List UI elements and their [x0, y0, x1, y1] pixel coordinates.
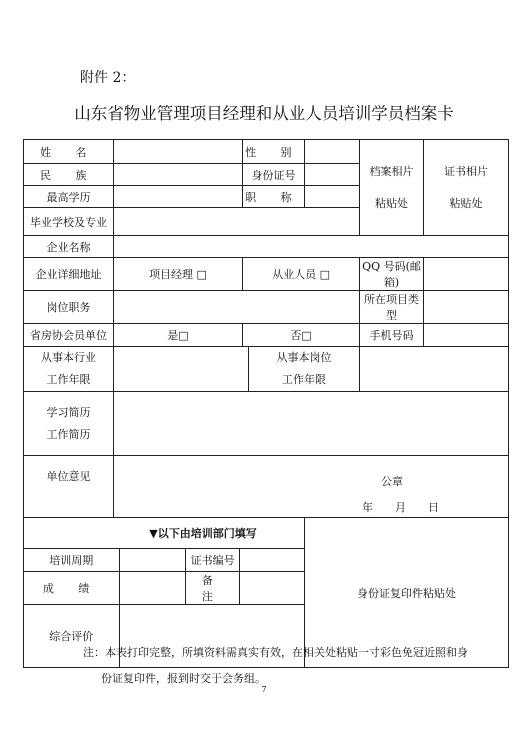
school-major-field[interactable]	[114, 208, 360, 236]
phone-label: 手机号码	[360, 324, 424, 347]
position-label: 岗位职务	[24, 291, 114, 324]
gender-field[interactable]	[305, 140, 360, 164]
project-type-label: 所在项目类型	[360, 291, 424, 324]
company-field[interactable]	[114, 236, 509, 258]
cert-no-field[interactable]	[240, 548, 305, 571]
industry-years-label: 从事本行业 工作年限	[24, 347, 114, 392]
name-label: 姓 名	[24, 140, 114, 164]
post-years-field[interactable]	[360, 347, 509, 392]
attachment-label: 附件 2：	[80, 70, 136, 86]
ethnicity-label: 民 族	[24, 164, 114, 186]
title-rank-field[interactable]	[305, 186, 360, 208]
training-period-field[interactable]	[119, 548, 186, 571]
staff-checkbox[interactable]: 从业人员 □	[243, 258, 360, 291]
company-label: 企业名称	[24, 236, 114, 258]
school-major-label: 毕业学校及专业	[24, 208, 114, 236]
post-years-label: 从事本岗位 工作年限	[249, 347, 360, 392]
qq-field[interactable]	[424, 258, 509, 291]
date-label: 年 月 日	[362, 501, 439, 514]
id-copy-area[interactable]: 身份证复印件粘贴处	[305, 518, 509, 668]
member-no-checkbox[interactable]: 否□	[243, 324, 360, 347]
cert-photo-area[interactable]: 证书相片 粘贴处	[424, 140, 509, 236]
seal-label: 公章	[381, 475, 403, 488]
gender-label: 性 别	[243, 140, 305, 164]
overall-label: 综合评价	[24, 604, 119, 667]
cert-no-label: 证书编号	[186, 548, 240, 571]
ethnicity-field[interactable]	[114, 164, 243, 186]
id-number-label: 身份证号	[243, 164, 305, 186]
member-yes-checkbox[interactable]: 是□	[114, 324, 243, 347]
id-number-field[interactable]	[305, 164, 360, 186]
education-label: 最高学历	[24, 186, 114, 208]
manager-checkbox[interactable]: 项目经理 □	[114, 258, 243, 291]
member-label: 省房协会员单位	[24, 324, 114, 347]
archive-form	[23, 139, 509, 668]
training-period-label: 培训周期	[24, 548, 119, 571]
education-field[interactable]	[114, 186, 243, 208]
name-field[interactable]	[114, 140, 243, 164]
address-label: 企业详细地址	[24, 258, 114, 291]
page-number: 7	[261, 685, 267, 694]
remark-label: 备 注	[186, 571, 240, 604]
phone-field[interactable]	[424, 324, 509, 347]
resume-label: 学习简历 工作简历	[24, 392, 114, 456]
project-type-field[interactable]	[424, 291, 509, 324]
score-field[interactable]	[119, 571, 186, 604]
title-rank-label: 职 称	[243, 186, 305, 208]
score-label: 成 绩	[24, 571, 119, 604]
position-field[interactable]	[114, 291, 360, 324]
training-dept-header: ▼以下由培训部门填写	[24, 518, 304, 548]
footnote: 注：本表打印完整，所填资料需真实有效，在相关处粘贴一寸彩色免冠近照和身 份证复印件，报到时交于会务组。	[83, 646, 468, 685]
industry-years-field[interactable]	[114, 347, 249, 392]
unit-opinion-label: 单位意见	[24, 456, 114, 518]
qq-label: QQ 号码(邮箱)	[360, 258, 424, 291]
remark-field[interactable]	[240, 571, 305, 604]
unit-opinion-field[interactable]	[114, 456, 509, 518]
resume-field[interactable]	[114, 392, 509, 456]
archive-photo-area[interactable]: 档案相片 粘贴处	[360, 140, 424, 236]
page-title: 山东省物业管理项目经理和从业人员培训学员档案卡	[74, 104, 454, 123]
